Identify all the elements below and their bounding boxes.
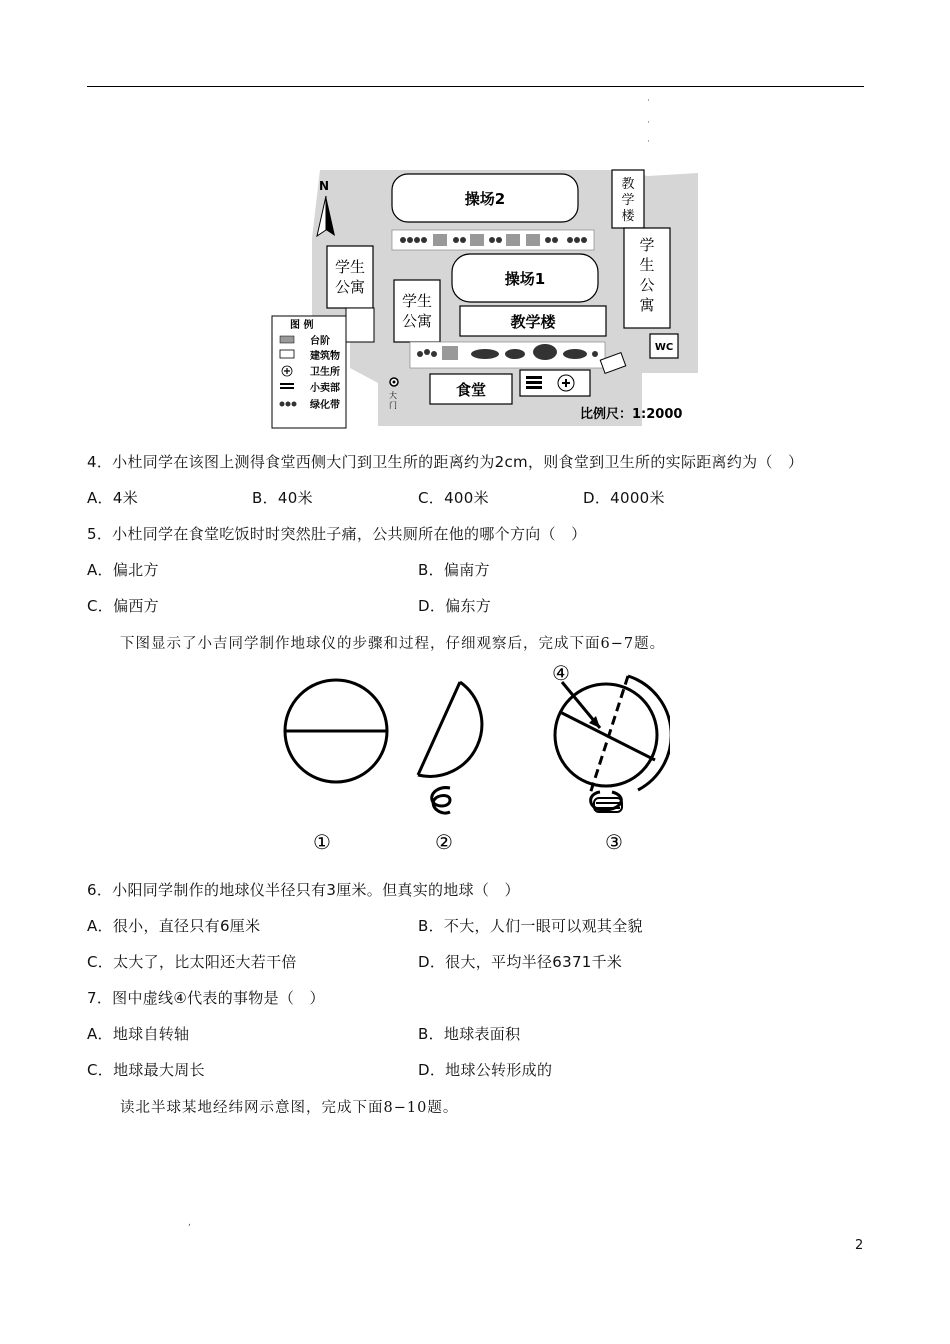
dormitory-left-line: 公寓 — [334, 278, 366, 296]
globe-step-2 — [418, 682, 482, 813]
q7-option-d[interactable]: D．地球公转形成的 — [418, 1061, 553, 1079]
green-belt-top — [392, 230, 594, 250]
q7-option-c[interactable]: C．地球最大周长 — [87, 1061, 205, 1079]
q5-option-a[interactable]: A．偏北方 — [87, 561, 159, 579]
dormitory-right-char: 生 — [639, 256, 655, 274]
q7-option-a[interactable]: A．地球自转轴 — [87, 1025, 190, 1043]
q5-option-c[interactable]: C．偏西方 — [87, 597, 159, 615]
gate-icon — [390, 378, 398, 386]
intro-6-7: 下图显示了小吉同学制作地球仪的步骤和过程，仔细观察后，完成下面6−7题。 — [120, 636, 666, 652]
mark-dot: · — [647, 137, 650, 147]
header-rule — [87, 86, 864, 87]
teaching-building-label: 教学楼 — [510, 313, 556, 331]
campus-map — [270, 168, 700, 430]
building-icon — [280, 350, 294, 358]
clinic-icon — [558, 375, 574, 391]
intro-8-10: 读北半球某地经纬网示意图，完成下面8−10题。 — [120, 1100, 459, 1116]
teaching-building-right-char: 教 — [621, 177, 635, 192]
teaching-building-right-char: 学 — [621, 193, 635, 208]
teaching-building-right-char: 楼 — [621, 209, 635, 224]
dormitory-right-char: 学 — [639, 236, 655, 254]
q7-option-b[interactable]: B．地球表面积 — [418, 1025, 521, 1043]
dormitory-left — [327, 246, 373, 308]
question-6-text: 6．小阳同学制作的地球仪半径只有3厘米。但真实的地球（ ） — [87, 881, 520, 899]
playground-1-label: 操场1 — [504, 270, 546, 288]
globe-step-3 — [555, 676, 670, 812]
legend-item: 台阶 — [310, 336, 330, 347]
q6-option-d[interactable]: D．很大，平均半径6371千米 — [418, 953, 623, 971]
gate-label-char: 门 — [389, 401, 397, 410]
legend-item: 卫生所 — [310, 367, 340, 378]
q6-option-c[interactable]: C．太大了，比太阳还大若干倍 — [87, 953, 297, 971]
dormitory-left-line: 学生 — [334, 258, 366, 276]
scale-label: 比例尺：1:2000 — [580, 407, 683, 422]
gate-label-char: 大 — [389, 391, 397, 400]
shop-icon — [526, 376, 542, 389]
q4-option-c[interactable]: C．400米 — [418, 489, 489, 507]
dormitory-right-char: 寓 — [639, 296, 655, 314]
green-belt-lower — [410, 342, 605, 368]
q5-option-b[interactable]: B．偏南方 — [418, 561, 490, 579]
q5-option-d[interactable]: D．偏东方 — [418, 597, 492, 615]
legend-item: 绿化带 — [310, 400, 340, 411]
globe-step-1 — [285, 680, 387, 782]
dormitory-right-char: 公 — [639, 276, 655, 294]
legend-item: 建筑物 — [310, 351, 340, 362]
step-1-label: ① — [313, 830, 331, 854]
q6-option-a[interactable]: A．很小，直径只有6厘米 — [87, 917, 261, 935]
mark-dot: · — [647, 96, 650, 106]
step-2-label: ② — [435, 830, 453, 854]
mark-dot: · — [647, 118, 650, 128]
mark-dot: , — [188, 1218, 191, 1228]
legend-title: 图 例 — [290, 320, 314, 331]
step-3-label: ③ — [605, 830, 623, 854]
dashed-line-label: ④ — [552, 661, 570, 685]
globe-steps-figure — [270, 660, 670, 860]
stairs-icon — [280, 336, 294, 343]
playground-2-label: 操场2 — [464, 190, 506, 208]
map-legend — [272, 316, 346, 428]
dormitory-middle — [394, 280, 440, 342]
legend-item: 小卖部 — [310, 383, 340, 394]
greenbelt-legend-icon — [280, 402, 297, 407]
canteen-label: 食堂 — [455, 381, 487, 399]
question-5-text: 5．小杜同学在食堂吃饭时时突然肚子痛，公共厕所在他的哪个方向（ ） — [87, 525, 587, 543]
dormitory-middle-line: 公寓 — [401, 312, 433, 330]
q6-option-b[interactable]: B．不大，人们一眼可以观其全貌 — [418, 917, 643, 935]
question-7-text: 7．图中虚线④代表的事物是（ ） — [87, 989, 325, 1007]
page-number: 2 — [855, 1238, 864, 1253]
q4-option-b[interactable]: B．40米 — [252, 489, 313, 507]
q4-option-a[interactable]: A．4米 — [87, 489, 139, 507]
q4-option-d[interactable]: D．4000米 — [583, 489, 665, 507]
dormitory-middle-line: 学生 — [401, 292, 433, 310]
question-4-text: 4．小杜同学在该图上测得食堂西侧大门到卫生所的距离约为2cm，则食堂到卫生所的实际距离约为（ ） — [87, 453, 804, 471]
north-label: N — [319, 179, 330, 193]
wc-label: WC — [654, 342, 674, 353]
